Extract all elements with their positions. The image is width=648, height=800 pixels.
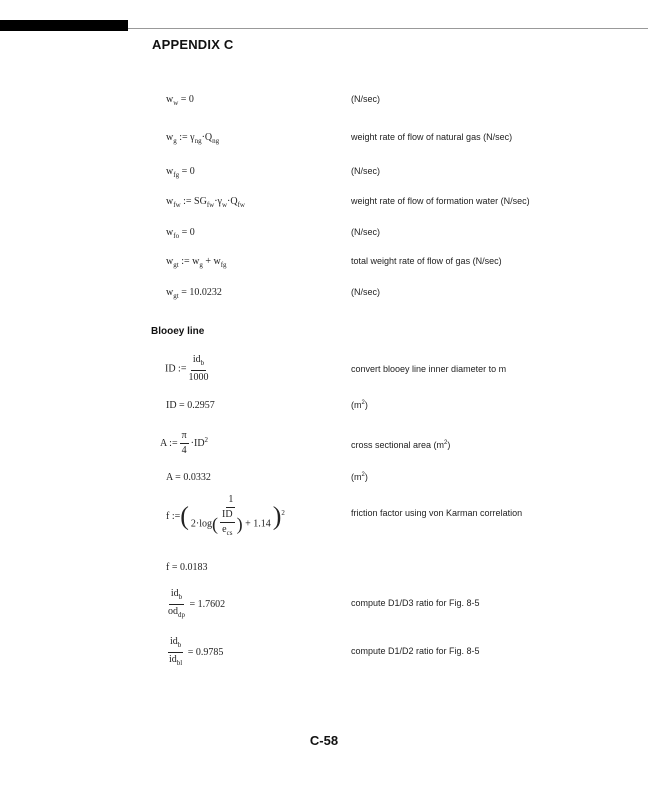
equation-2-desc: weight rate of flow of natural gas (N/sec) (351, 132, 513, 142)
top-black-bar (0, 20, 128, 31)
equation-3-desc: (N/sec) (351, 166, 380, 176)
equation-w-fo: $w_{fo} = 0$ (166, 227, 195, 240)
equation-friction-definition: f :=( 1 2·log( $\frac{ID}{e_{cs}}$ ) + 1.14 )$^2$ (166, 494, 285, 537)
pi-over-4-fraction: $\frac{\pi}{4}$ (181, 430, 187, 456)
area-value: 0.0332 (183, 472, 211, 483)
equation-id-value: ID = 0.2957 (166, 400, 215, 411)
equation-w-gt-value: $w_{gt} = 10.0232$ (166, 287, 222, 300)
equation-w-fg: $w_{fg} = 0$ (166, 166, 195, 179)
equation-4-desc: weight rate of flow of formation water (N/sec) (351, 196, 530, 206)
equation-ratio-d1-d3: $\frac{id_b}{od_{dp}}$ = 1.7602 (168, 588, 226, 619)
equation-w-w: $w_w = 0$ (166, 94, 194, 107)
top-rule (128, 28, 648, 29)
equation-area-definition: A := $\frac{\pi}{4}$ $\cdot ID^2$ (160, 430, 209, 456)
page-number: C-58 (309, 733, 339, 748)
w-gt-value: 10.0232 (189, 287, 222, 298)
id-value: 0.2957 (187, 400, 215, 411)
equation-id-definition: ID := $\frac{id_b}{1000}$ (165, 354, 209, 383)
id-fraction: $\frac{id_b}{1000}$ (188, 354, 209, 383)
friction-value: 0.0183 (179, 562, 208, 573)
ratio2-value: 0.9785 (195, 646, 224, 658)
ratio2-desc: compute D1/D2 ratio for Fig. 8-5 (351, 646, 480, 656)
area-definition-desc: cross sectional area $(m^2)$ (351, 440, 451, 450)
equation-6-desc: total weight rate of flow of gas (N/sec) (351, 256, 502, 266)
equation-5-desc: (N/sec) (351, 227, 380, 237)
friction-fraction: 1 2·log( $\frac{ID}{e_{cs}}$ ) + 1.14 (190, 494, 271, 537)
equation-friction-value: f = 0.0183 (166, 562, 208, 573)
ratio2-fraction: $\frac{id_b}{id_{bl}}$ (169, 636, 183, 667)
equation-w-gt: $w_{gt}$ := $w_g + w_{fg}$ (166, 256, 227, 269)
ratio1-desc: compute D1/D3 ratio for Fig. 8-5 (351, 598, 480, 608)
equation-ratio-d1-d2: $\frac{id_b}{id_{bl}}$ = 0.9785 (169, 636, 224, 667)
id-definition-desc: convert blooey line inner diameter to m (351, 364, 507, 374)
area-value-desc: $(m^2)$ (351, 472, 368, 482)
equation-w-g: $w_g$ := $\gamma_{ng}\cdot Q_{ng}$ (166, 132, 220, 145)
ratio1-fraction: $\frac{id_b}{od_{dp}}$ (168, 588, 185, 619)
section-title-blooey-line: Blooey line (151, 326, 205, 337)
equation-7-desc: (N/sec) (351, 287, 380, 297)
friction-definition-desc: friction factor using von Karman correlation (351, 508, 523, 518)
equation-w-fw: $w_{fw}$ := $SG_{fw}\cdot\gamma_w\cdot Q_{fw}$ (166, 196, 245, 209)
equation-area-value: A = 0.0332 (166, 472, 211, 483)
appendix-title: APPENDIX C (152, 37, 234, 52)
equation-1-desc: (N/sec) (351, 94, 380, 104)
id-value-desc: $(m^2)$ (351, 400, 368, 410)
ratio1-value: 1.7602 (197, 598, 226, 610)
